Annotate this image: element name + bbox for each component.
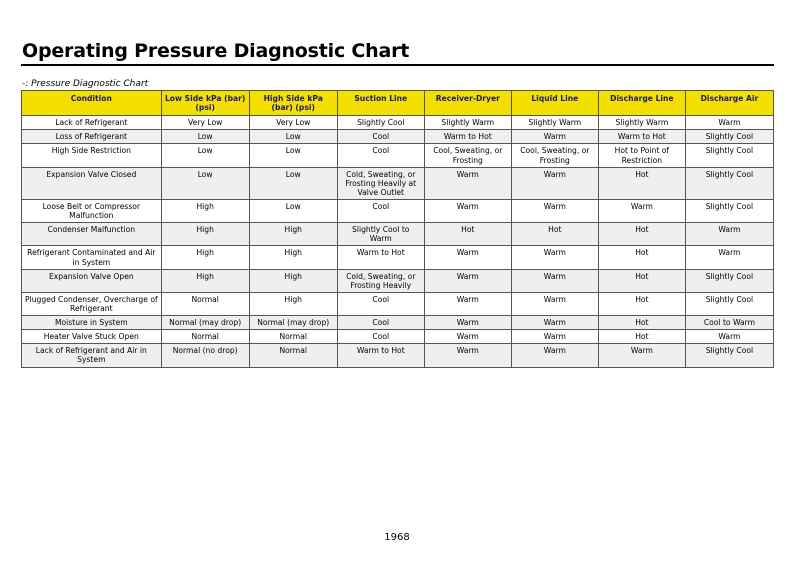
- table-cell: Normal: [161, 330, 249, 344]
- table-cell: Low: [161, 130, 249, 144]
- table-cell: Normal: [161, 292, 249, 315]
- table-cell: Low: [249, 199, 337, 222]
- table-cell: Cool: [337, 330, 424, 344]
- table-cell: Warm to Hot: [598, 130, 685, 144]
- table-cell: Warm to Hot: [424, 130, 511, 144]
- table-cell: Very Low: [161, 116, 249, 130]
- table-row: [22, 167, 774, 199]
- table-cell: Hot: [598, 292, 685, 315]
- table-row: [22, 344, 774, 367]
- table-cell: High: [249, 269, 337, 292]
- table-row: [22, 116, 774, 130]
- table-cell: Slightly Cool: [685, 167, 773, 199]
- condition-cell: Loose Belt or Compressor Malfunction: [22, 199, 162, 222]
- table-cell: Slightly Cool: [685, 344, 773, 367]
- table-cell: Warm: [511, 292, 598, 315]
- table-cell: Warm: [685, 246, 773, 269]
- table-cell: Low: [249, 130, 337, 144]
- table-cell: Cool, Sweating, or Frosting: [424, 144, 511, 167]
- table-row: [22, 199, 774, 222]
- condition-cell: Plugged Condenser, Overcharge of Refrigerant: [22, 292, 162, 315]
- table-cell: High: [249, 292, 337, 315]
- condition-cell: Expansion Valve Closed: [22, 167, 162, 199]
- table-cell: Warm: [685, 223, 773, 246]
- table-cell: Hot: [598, 316, 685, 330]
- table-cell: Warm: [424, 344, 511, 367]
- condition-cell: Lack of Refrigerant: [22, 116, 162, 130]
- table-cell: Slightly Cool: [685, 130, 773, 144]
- table-cell: Hot: [511, 223, 598, 246]
- table-cell: Cool to Warm: [685, 316, 773, 330]
- table-cell: Cool: [337, 130, 424, 144]
- table-row: [22, 144, 774, 167]
- table-row: [22, 292, 774, 315]
- table-cell: Warm: [511, 199, 598, 222]
- condition-cell: Heater Valve Stuck Open: [22, 330, 162, 344]
- table-cell: High: [161, 223, 249, 246]
- table-cell: Cool: [337, 316, 424, 330]
- table-cell: Warm: [424, 292, 511, 315]
- table-cell: Cool: [337, 144, 424, 167]
- column-header: Discharge Line: [598, 91, 685, 116]
- pressure-diagnostic-table: [21, 90, 774, 368]
- table-cell: Slightly Cool: [685, 292, 773, 315]
- table-cell: Hot: [598, 246, 685, 269]
- table-cell: Normal: [249, 330, 337, 344]
- table-cell: Warm: [511, 246, 598, 269]
- table-cell: Warm: [424, 167, 511, 199]
- table-cell: Normal (may drop): [161, 316, 249, 330]
- table-row: [22, 330, 774, 344]
- table-cell: Slightly Cool to Warm: [337, 223, 424, 246]
- table-cell: Slightly Warm: [424, 116, 511, 130]
- table-cell: Normal (may drop): [249, 316, 337, 330]
- table-cell: Cold, Sweating, or Frosting Heavily: [337, 269, 424, 292]
- table-cell: Low: [161, 167, 249, 199]
- table-cell: Warm: [424, 246, 511, 269]
- table-cell: Warm: [685, 330, 773, 344]
- table-cell: High: [161, 269, 249, 292]
- table-cell: Warm: [511, 316, 598, 330]
- table-cell: High: [249, 246, 337, 269]
- column-header: Suction Line: [337, 91, 424, 116]
- table-cell: Slightly Cool: [337, 116, 424, 130]
- column-header: Receiver-Dryer: [424, 91, 511, 116]
- table-cell: High: [249, 223, 337, 246]
- table-cell: Slightly Warm: [511, 116, 598, 130]
- table-row: [22, 316, 774, 330]
- table-cell: Slightly Cool: [685, 269, 773, 292]
- table-cell: Hot: [598, 167, 685, 199]
- table-header-row: [22, 91, 774, 116]
- table-row: [22, 269, 774, 292]
- table-cell: Low: [161, 144, 249, 167]
- column-header: High Side kPa (bar) (psi): [249, 91, 337, 116]
- table-cell: Slightly Warm: [598, 116, 685, 130]
- table-cell: Normal: [249, 344, 337, 367]
- column-header: Liquid Line: [511, 91, 598, 116]
- table-cell: High: [161, 246, 249, 269]
- table-cell: High: [161, 199, 249, 222]
- table-cell: Normal (no drop): [161, 344, 249, 367]
- page-title: Operating Pressure Diagnostic Chart: [22, 40, 410, 62]
- table-cell: Warm: [424, 269, 511, 292]
- table-cell: Cool, Sweating, or Frosting: [511, 144, 598, 167]
- table-caption: -: Pressure Diagnostic Chart: [22, 79, 149, 89]
- table-row: [22, 223, 774, 246]
- table-cell: Warm to Hot: [337, 344, 424, 367]
- table-cell: Warm: [511, 330, 598, 344]
- table-cell: Warm: [511, 130, 598, 144]
- condition-cell: High Side Restriction: [22, 144, 162, 167]
- table-cell: Warm: [424, 330, 511, 344]
- table-cell: Hot: [424, 223, 511, 246]
- page-number: 1968: [384, 532, 410, 543]
- table-cell: Hot: [598, 330, 685, 344]
- table-cell: Slightly Cool: [685, 199, 773, 222]
- column-header: Low Side kPa (bar) (psi): [161, 91, 249, 116]
- title-divider: [21, 64, 774, 66]
- table-cell: Warm: [424, 199, 511, 222]
- table-cell: Warm: [511, 167, 598, 199]
- table-cell: Low: [249, 167, 337, 199]
- table-cell: Cold, Sweating, or Frosting Heavily at Valve Outlet: [337, 167, 424, 199]
- table-cell: Warm: [598, 199, 685, 222]
- table-cell: Hot to Point of Restriction: [598, 144, 685, 167]
- table-cell: Hot: [598, 223, 685, 246]
- table-cell: Warm: [424, 316, 511, 330]
- table-cell: Low: [249, 144, 337, 167]
- table-cell: Slightly Cool: [685, 144, 773, 167]
- column-header: Condition: [22, 91, 162, 116]
- table-row: [22, 130, 774, 144]
- condition-cell: Refrigerant Contaminated and Air in System: [22, 246, 162, 269]
- condition-cell: Condenser Malfunction: [22, 223, 162, 246]
- table-cell: Warm to Hot: [337, 246, 424, 269]
- condition-cell: Expansion Valve Open: [22, 269, 162, 292]
- column-header: Discharge Air: [685, 91, 773, 116]
- condition-cell: Loss of Refrigerant: [22, 130, 162, 144]
- condition-cell: Moisture in System: [22, 316, 162, 330]
- table-cell: Very Low: [249, 116, 337, 130]
- table-cell: Warm: [685, 116, 773, 130]
- table-row: [22, 246, 774, 269]
- table-cell: Warm: [598, 344, 685, 367]
- condition-cell: Lack of Refrigerant and Air in System: [22, 344, 162, 367]
- table-cell: Cool: [337, 292, 424, 315]
- table-cell: Warm: [511, 269, 598, 292]
- table-cell: Cool: [337, 199, 424, 222]
- table-cell: Hot: [598, 269, 685, 292]
- table-cell: Warm: [511, 344, 598, 367]
- table-body: [22, 116, 774, 367]
